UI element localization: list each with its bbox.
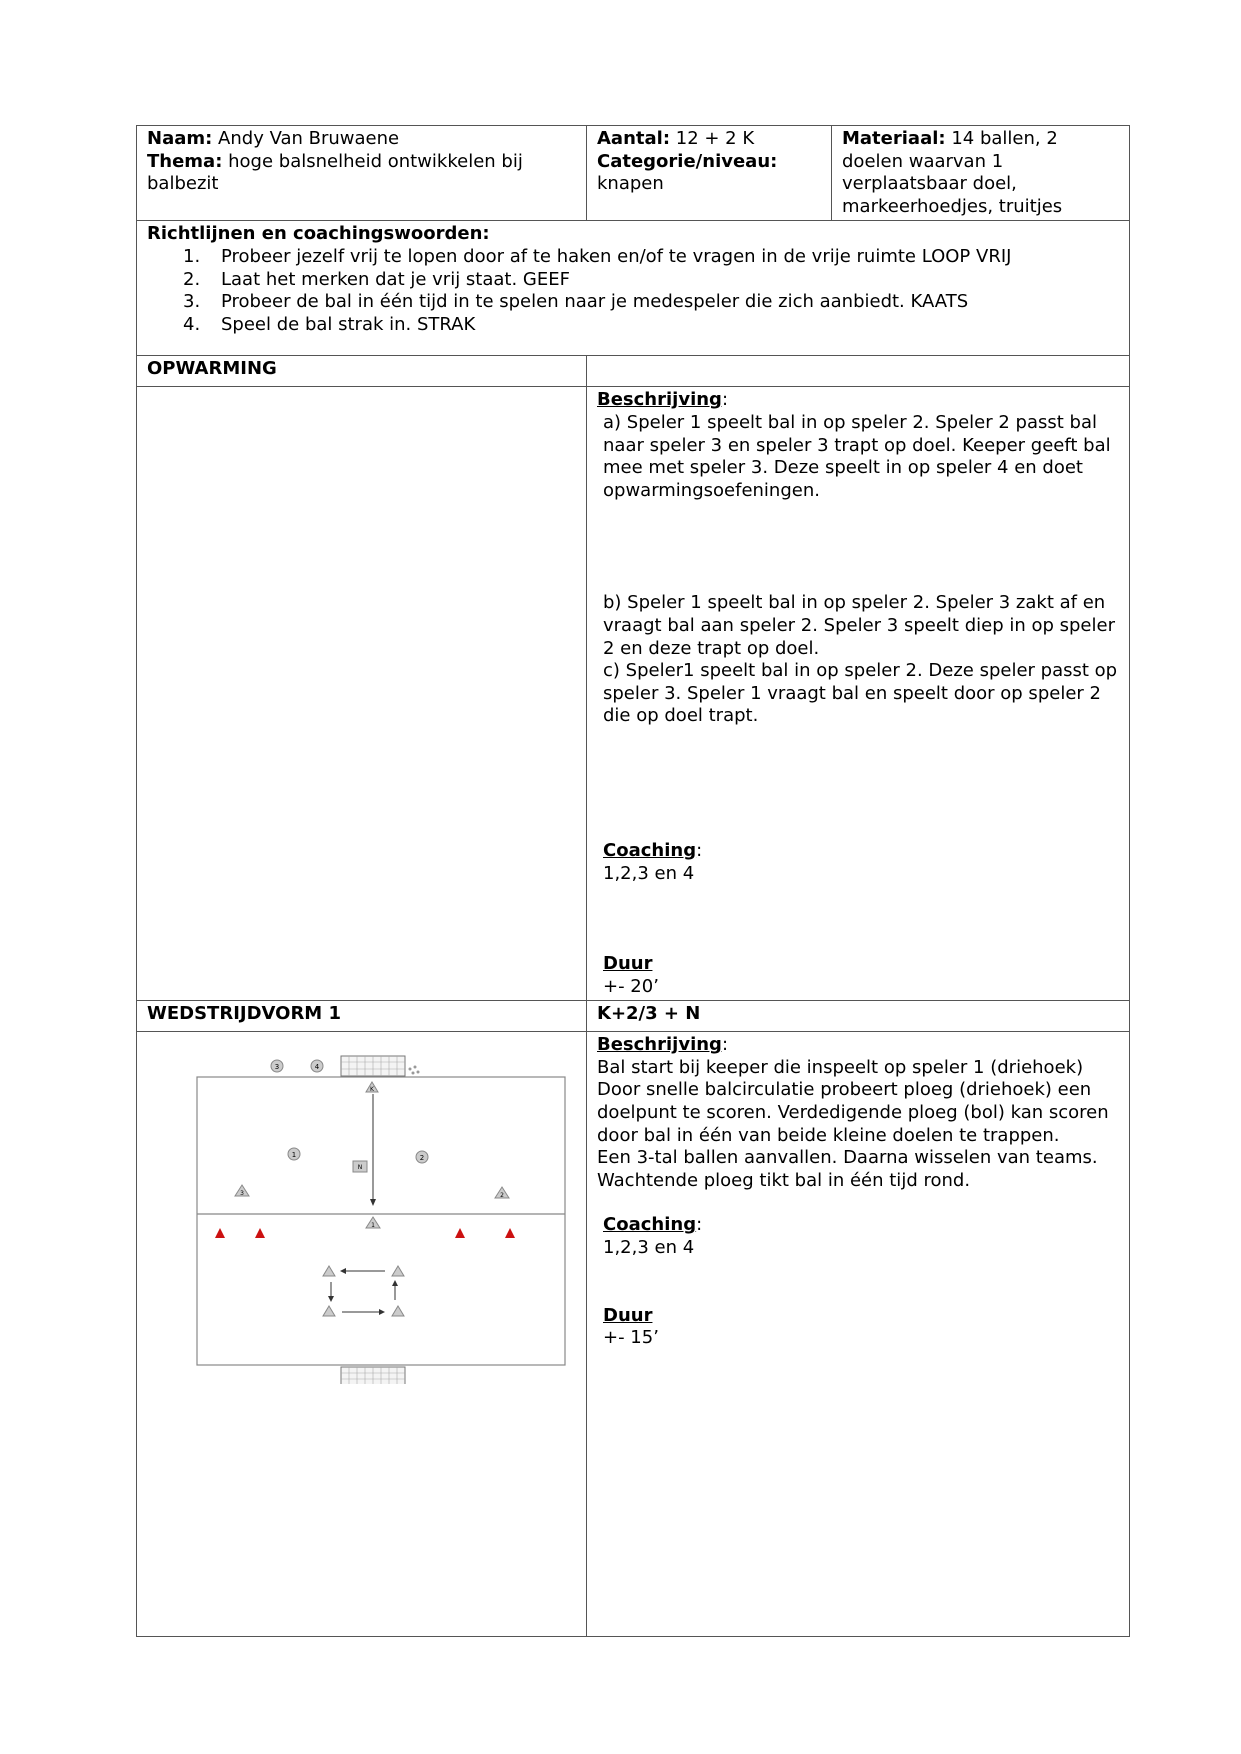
list-item: 3. Probeer de bal in één tijd in te spelen naar je medespeler die zich aanbiedt. KAATS — [183, 291, 969, 313]
aantal-cell — [587, 126, 832, 221]
small-goal-cones — [215, 1228, 515, 1238]
richtlijnen-list — [147, 246, 1119, 336]
materiaal-label: Materiaal: — [842, 128, 946, 149]
naam-label: Naam: — [147, 128, 213, 149]
richtlijnen-title: Richtlijnen en coachingswoorden: — [147, 223, 490, 245]
duur-value: +- 20’ — [603, 975, 659, 997]
wedstrijdvorm-line: Een 3-tal ballen aanvallen. Daarna wisselen van teams. — [597, 1147, 1098, 1169]
wedstrijdvorm-title: WEDSTRIJDVORM 1 — [137, 1001, 587, 1032]
svg-text:4: 4 — [314, 1063, 320, 1072]
svg-text:2: 2 — [419, 1154, 425, 1163]
svg-text:N: N — [357, 1164, 363, 1172]
svg-text:1: 1 — [371, 1222, 375, 1230]
arrow-head — [370, 1199, 376, 1206]
categorie-value: knapen — [597, 173, 664, 195]
svg-text:3: 3 — [274, 1063, 280, 1072]
opwarming-formation-empty — [587, 356, 1130, 387]
list-item: 4. Speel de bal strak in. STRAK — [183, 313, 476, 335]
categorie-label: Categorie/niveau: — [597, 150, 778, 172]
coaching-label: Coaching — [603, 1214, 697, 1236]
wedstrijdvorm-line: Door snelle balcirculatie probeert ploeg (driehoek) een doelpunt te scoren. Verdedigende ploeg (bol) kan scoren door bal in één van beide kleine doelen te trappen. — [597, 1079, 1109, 1146]
pitch-diagram — [177, 1054, 577, 1384]
naam-thema-cell — [137, 126, 587, 221]
richtlijnen-cell — [137, 221, 1130, 356]
wedstrijdvorm-line: Wachtende ploeg tikt bal in één tijd rond. — [597, 1169, 971, 1191]
wedstrijdvorm-formation: K+2/3 + N — [587, 1001, 1130, 1032]
opwarming-c: c) Speler1 speelt bal in op speler 2. Deze speler passt op speler 3. Speler 1 vraagt bal en speelt door op speler 2 die op doel trapt. — [603, 660, 1118, 727]
wedstrijdvorm-diagram-cell — [137, 1032, 587, 1637]
pitch-outline — [197, 1077, 565, 1365]
bottom-goal — [341, 1367, 405, 1384]
training-sheet — [136, 125, 1130, 1637]
duur-value: +- 15’ — [603, 1327, 659, 1349]
opwarming-a: a) Speler 1 speelt bal in op speler 2. Speler 2 passt bal naar speler 3 en speler 3 trapt op doel. Keeper geeft bal mee met speler 3. Deze speelt in op speler 4 en doet opwarmingsoefeningen. — [603, 411, 1111, 501]
wedstrijdvorm-description-cell: Beschrijving: Bal start bij keeper die inspeelt op speler 1 (driehoek) Door snelle balcirculatie probeert ploeg (driehoek) een doelpunt te scoren. Verdedigende ploeg (bol) kan scoren door bal in één van beide kleine doelen te trappen. Een 3-tal ballen aanvallen. Daarna wisselen van teams. Wachtende ploeg tikt bal in één tijd rond. Coaching: 1,2,3 en 4 Duur +- 15’ — [587, 1032, 1130, 1637]
naam-value: Andy Van Bruwaene — [218, 128, 400, 149]
beschrijving-label: Beschrijving — [597, 389, 722, 411]
coaching-label: Coaching — [603, 839, 697, 861]
wedstrijdvorm-line: Bal start bij keeper die inspeelt op speler 1 (driehoek) — [597, 1056, 1084, 1078]
materiaal-value: 14 ballen, 2 doelen waarvan 1 verplaatsbaar doel, markeerhoedjes, truitjes — [842, 128, 1063, 217]
beschrijving-label: Beschrijving — [597, 1034, 722, 1056]
svg-text:2: 2 — [500, 1192, 504, 1200]
opwarming-diagram-empty — [137, 387, 587, 1001]
aantal-label: Aantal: — [597, 128, 671, 149]
opwarming-description-cell: Beschrijving: a) Speler 1 speelt bal in op speler 2. Speler 2 passt bal naar speler 3 en speler 3 trapt op doel. Keeper geeft bal mee met speler 3. Deze speelt in op speler 4 en doet opwarmingsoefeningen. b) Speler 1 speelt bal in op speler 2. Speler 3 zakt af en vraagt bal aan speler 2. Speler 3 speelt diep in op speler 2 en deze trapt op doel. c) Speler1 speelt bal in op speler 2. Deze speler passt op speler 3. Speler 1 vraagt bal en speelt door op speler 2 die op doel trapt. Coaching: 1,2,3 en 4 Duur +- 20’ — [587, 387, 1130, 1001]
waiting-team-rondo — [323, 1266, 404, 1316]
list-item: 2. Laat het merken dat je vrij staat. GEEF — [183, 268, 570, 290]
thema-label: Thema: — [147, 150, 223, 172]
opwarming-title: OPWARMING — [137, 356, 587, 387]
opwarming-b: b) Speler 1 speelt bal in op speler 2. Speler 3 zakt af en vraagt bal aan speler 2. Speler 3 speelt diep in op speler 2 en deze trapt op doel. — [603, 592, 1115, 659]
svg-text:1: 1 — [291, 1151, 297, 1160]
list-item: 1. Probeer jezelf vrij te lopen door af te haken en/of te vragen in de vrije ruimte LOOP VRIJ — [183, 245, 1012, 267]
materiaal-cell — [832, 126, 1130, 221]
svg-text:K: K — [370, 1086, 374, 1094]
aantal-value: 12 + 2 K — [675, 128, 755, 149]
coaching-value: 1,2,3 en 4 — [603, 1237, 695, 1259]
thema-value: hoge balsnelheid ontwikkelen bij balbezit — [147, 150, 523, 195]
svg-text:3: 3 — [240, 1190, 244, 1198]
duur-label: Duur — [603, 953, 653, 975]
top-goal — [341, 1056, 405, 1076]
duur-label: Duur — [603, 1304, 653, 1326]
balls-icon — [409, 1066, 420, 1075]
coaching-value: 1,2,3 en 4 — [603, 862, 695, 884]
